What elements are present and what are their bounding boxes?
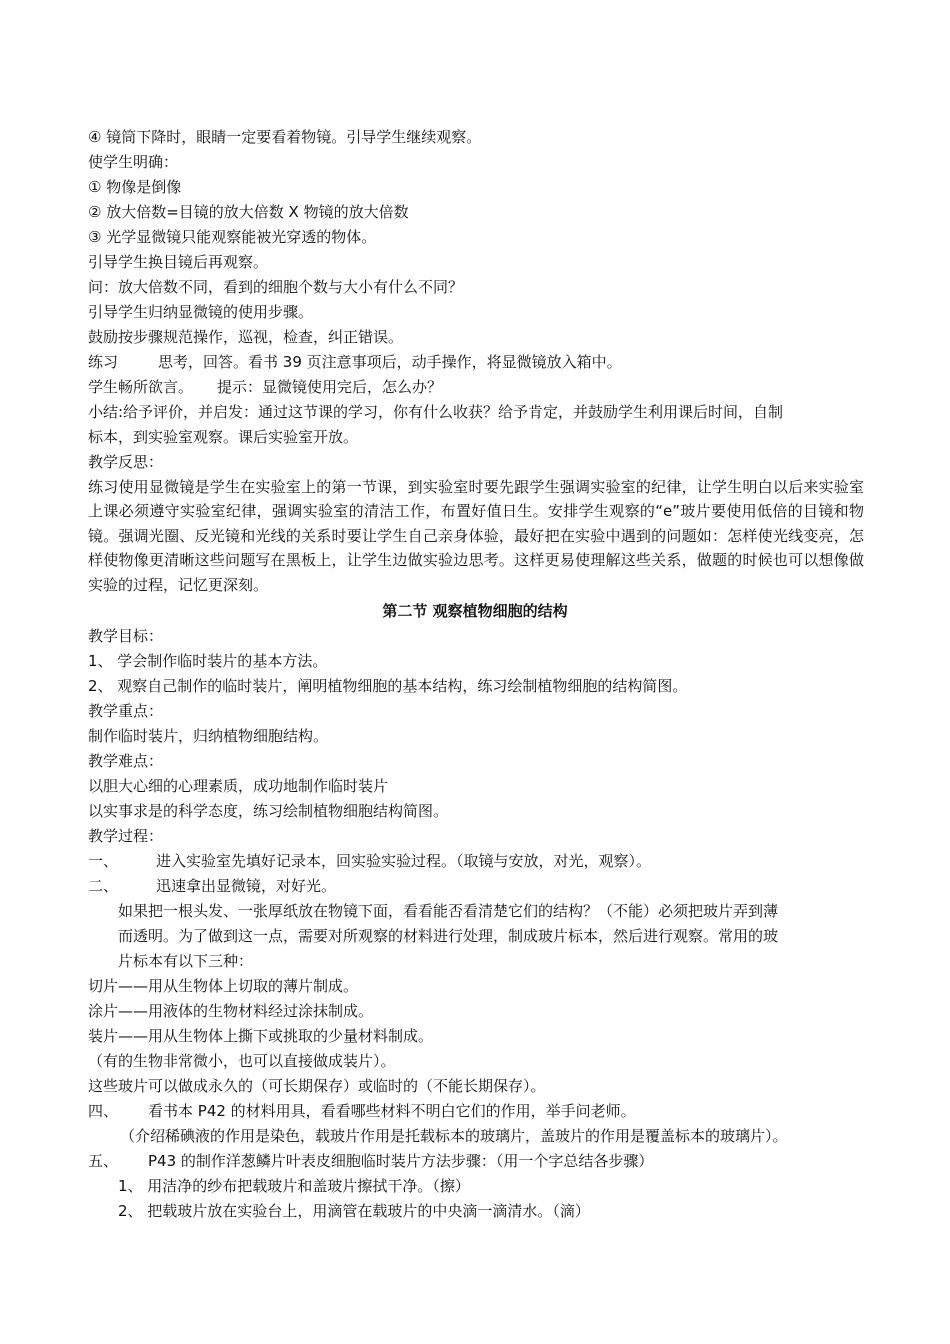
text-line: 教学难点：: [88, 752, 164, 770]
text-line: ① 物像是倒像: [88, 178, 182, 196]
section-title: 第二节 观察植物细胞的结构: [382, 602, 568, 620]
step-text: 看书本 P42 的材料用具，看看哪些材料不明白它们的作用，举手问老师。: [148, 1102, 636, 1120]
hint-text: 提示：显微镜使用完后，怎么办？: [217, 378, 443, 396]
text-line: 装片——用从生物体上撕下或挑取的少量材料制成。: [88, 1027, 434, 1045]
text-line: 小结:给予评价，并启发：通过这节课的学习，你有什么收获？给予肯定，并鼓励学生利用课后时间，自制: [88, 403, 784, 421]
text-line: 这些玻片可以做成永久的（可长期保存）或临时的（不能长期保存）。: [88, 1077, 546, 1095]
label-practice: 练习: [88, 353, 119, 371]
text-line: ③ 光学显微镜只能观察能被光穿透的物体。: [88, 228, 377, 246]
text-line: 切片——用从生物体上切取的薄片制成。: [88, 977, 359, 995]
text-line: 鼓励按步骤规范操作，巡视，检查，纠正错误。: [88, 328, 404, 346]
text-line: 使学生明确：: [88, 153, 179, 171]
text-line: [88, 377, 442, 397]
text-line: 教学过程：: [88, 827, 164, 845]
text-line: （介绍稀碘液的作用是染色，载玻片作用是托载标本的玻璃片，盖玻片的作用是覆盖标本的玻璃片）。: [120, 1127, 788, 1145]
step-text: 进入实验室先填好记录本，回实验实验过程。（取镜与安放，对光，观察）。: [156, 852, 652, 870]
text-line: 片标本有以下三种：: [118, 952, 254, 970]
step-text: P43 的制作洋葱鳞片叶表皮细胞临时装片方法步骤：（用一个字总结各步骤）: [148, 1152, 654, 1170]
text-line: 引导学生归纳显微镜的使用步骤。: [88, 303, 314, 321]
text-line: ④ 镜筒下降时，眼睛一定要看着物镜。引导学生继续观察。: [88, 128, 482, 146]
text-line: 1、 学会制作临时装片的基本方法。: [88, 652, 328, 670]
text-line: 而透明。为了做到这一点，需要对所观察的材料进行处理，制成玻片标本，然后进行观察。常用的玻: [118, 927, 779, 945]
text-line: 2、 观察自己制作的临时装片，阐明植物细胞的基本结构，练习绘制植物细胞的结构简图。: [88, 677, 688, 695]
text-line: （有的生物非常微小，也可以直接做成装片）。: [88, 1052, 396, 1070]
reflection-paragraph: 练习使用显微镜是学生在实验室上的第一节课，到实验室时要先跟学生强调实验室的纪律，让学生明白以后来实验室上课必须遵守实验室纪律，强调实验室的清洁工作，布置好值日生。安排学生观察的“e”玻片要使用低倍的目镜和物镜。强调光圈、反光镜和光线的关系时要让学生自己亲身体验，最好把在实验中遇到的问题如：怎样使光线变亮，怎样使物像更清晰这些问题写在黑板上，让学生边做实验边思考。这样更易使理解这些关系，做题的时候也可以想像做实验的过程，记忆更深刻。: [88, 478, 864, 594]
step-number: 二、: [88, 877, 119, 895]
step-number: 四、: [88, 1102, 119, 1120]
text-line: 涂片——用液体的生物材料经过涂抹制成。: [88, 1002, 374, 1020]
text-line: 1、 用洁净的纱布把载玻片和盖玻片擦拭干净。（擦）: [118, 1177, 470, 1195]
practice-text: 思考，回答。看书 39 页注意事项后，动手操作，将显微镜放入箱中。: [158, 353, 622, 371]
text-line: 问：放大倍数不同，看到的细胞个数与大小有什么不同？: [88, 278, 464, 296]
text-line: 教学目标：: [88, 627, 164, 645]
text-line: ② 放大倍数=目镜的放大倍数 X 物镜的放大倍数: [88, 203, 409, 221]
text-line: 如果把一根头发、一张厚纸放在物镜下面，看看能否看清楚它们的结构？（不能）必须把玻片弄到薄: [118, 902, 779, 920]
text-line: 2、 把载玻片放在实验台上，用滴管在载玻片的中央滴一滴清水。（滴）: [118, 1202, 590, 1220]
step-number: 五、: [88, 1152, 119, 1170]
step-number: 一、: [88, 852, 119, 870]
step-text: 迅速拿出显微镜，对好光。: [156, 877, 337, 895]
text-line: 教学反思：: [88, 453, 164, 471]
text-line: [88, 352, 622, 372]
student-text: 学生畅所欲言。: [88, 378, 194, 396]
text-line: 制作临时装片，归纳植物细胞结构。: [88, 727, 329, 745]
text-line: 标本，到实验室观察。课后实验室开放。: [88, 428, 359, 446]
text-line: 引导学生换目镜后再观察。: [88, 253, 269, 271]
text-line: 教学重点：: [88, 702, 164, 720]
text-line: 以实事求是的科学态度，练习绘制植物细胞结构简图。: [88, 802, 449, 820]
text-line: 以胆大心细的心理素质，成功地制作临时装片: [88, 777, 389, 795]
